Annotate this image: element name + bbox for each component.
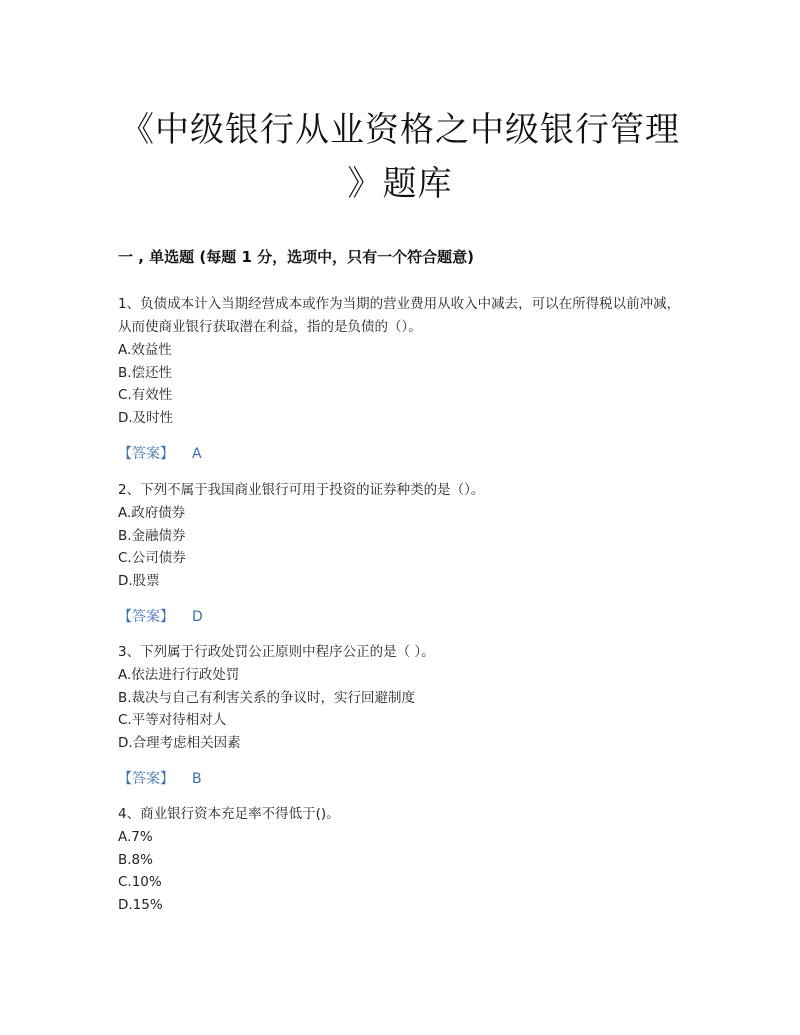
question-text: 1、负债成本计入当期经营成本或作为当期的营业费用从收入中减去，可以在所得税以前冲减，从而使商业银行获取潜在利益，指的是负债的（）。 xyxy=(118,296,681,335)
question-text: 2、下列不属于我国商业银行可用于投资的证券种类的是（）。 xyxy=(118,482,485,498)
document-title xyxy=(110,103,690,211)
option-b: B.8% xyxy=(118,851,153,868)
option-a: A.7% xyxy=(118,829,153,845)
title-line-2: 》题库 xyxy=(347,164,453,204)
option-c: C.有效性 xyxy=(118,387,173,403)
answer-1 xyxy=(118,443,202,463)
option-d: D.股票 xyxy=(118,572,160,589)
option-b: B.金融债券 xyxy=(118,527,186,544)
answer-value: A xyxy=(192,446,202,462)
question-2 xyxy=(118,479,683,592)
option-c: C.10% xyxy=(118,874,162,890)
question-text: 4、商业银行资本充足率不得低于()。 xyxy=(118,806,340,822)
option-d: D.及时性 xyxy=(118,409,174,426)
question-text: 3、下列属于行政处罚公正原则中程序公正的是（ ）。 xyxy=(118,644,435,660)
question-1 xyxy=(118,293,683,429)
option-b: B.裁决与自己有利害关系的争议时，实行回避制度 xyxy=(118,689,416,706)
answer-3 xyxy=(118,768,202,788)
option-a: A.效益性 xyxy=(118,342,172,358)
option-a: A.依法进行行政处罚 xyxy=(118,667,240,683)
answer-value: D xyxy=(192,609,203,625)
option-b: B.偿还性 xyxy=(118,364,173,381)
section-heading: 一 , 单选题 (每题 1 分，选项中，只有一个符合题意) xyxy=(118,248,474,266)
title-line-1: 《中级银行从业资格之中级银行管理 xyxy=(120,110,680,150)
answer-value: B xyxy=(192,771,202,787)
option-d: D.合理考虑相关因素 xyxy=(118,734,241,751)
answer-label: 【答案】 xyxy=(118,771,174,787)
answer-label: 【答案】 xyxy=(118,609,174,625)
question-3 xyxy=(118,641,683,754)
option-c: C.平等对待相对人 xyxy=(118,712,227,728)
option-d: D.15% xyxy=(118,896,163,913)
option-c: C.公司债券 xyxy=(118,550,186,566)
answer-2 xyxy=(118,606,203,626)
answer-label: 【答案】 xyxy=(118,446,174,462)
option-a: A.政府债券 xyxy=(118,505,186,521)
question-4 xyxy=(118,803,683,916)
